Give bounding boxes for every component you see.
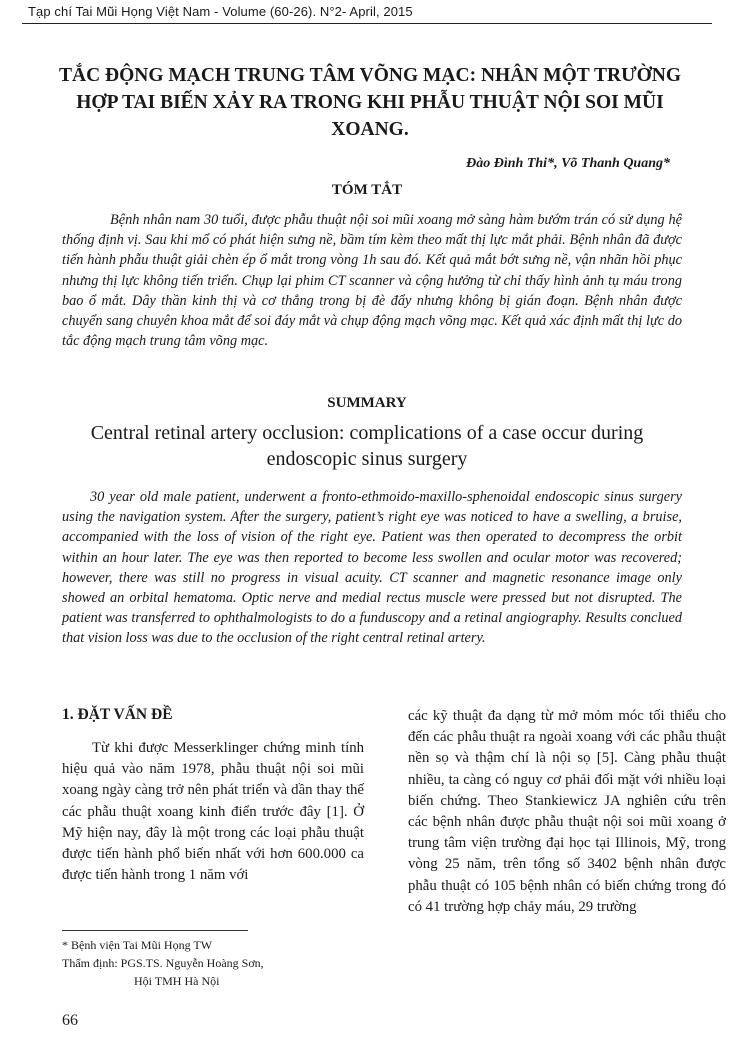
running-head: Tạp chí Tai Mũi Họng Việt Nam - Volume (60-26). N°2- April, 2015: [28, 4, 413, 19]
summary-heading: SUMMARY: [327, 395, 407, 411]
abstract-vi-heading: TÓM TẮT: [331, 182, 403, 198]
authors: Đào Đình Thi*, Võ Thanh Quang*: [466, 156, 670, 171]
intro-paragraph-right: các kỹ thuật đa dạng từ mở mỏm móc tối thiểu cho đến các phẫu thuật ra ngoài xoang với các phẫu thuật nền sọ và thậm chí là nội sọ [5]. Càng phẫu thuật nhiều, ta càng có nguy cơ phải đối mặt với nhiều loại biến chứng. Theo Stankiewicz JA nghiên cứu trên các bệnh nhân được phẫu thuật nội soi mũi xoang ở trung tâm viện trường đại học tại Illinois, Mỹ, trong vòng 25 năm, trên tổng số 3402 bệnh nhân được phẫu thuật có 105 bệnh nhân có biến chứng trong đó có 41 trường hợp chảy máu, 29 trường: [408, 708, 726, 915]
abstract-en-text: 30 year old male patient, underwent a fronto-ethmoido-maxillo-sphenoidal endoscopic sinus surgery using the navigation system. After the surgery, patient’s right eye was noticed to have a swelling, a bruise, accompanied with the loss of vision of the right eye. Patient was then operated to decompress the orbit within an hour later. The eye was then reported to become less swollen and ocular motor was recovered; however, there was still no progress in visual acuity. CT scanner and magnetic resonance image only showed an orbital hematoma. Optic nerve and medial rectus muscle were pressed but not disrupted. The patient was transferred to ophthalmologists to do a funduscopy and a retinal angiography. Results conclued that vision loss was due to the occlusion of the right central retinal artery.: [62, 489, 682, 647]
footnotes: [62, 936, 352, 990]
page-number: 66: [62, 1012, 78, 1029]
right-column: [408, 706, 726, 918]
footnote-rule: [62, 930, 248, 931]
footnote-reviewer: Thẩm định: PGS.TS. Nguyễn Hoàng Sơn,: [62, 956, 264, 970]
footnote-affiliation: * Bệnh viện Tai Mũi Họng TW: [62, 938, 213, 952]
section-heading: 1. ĐẶT VẤN ĐỀ: [62, 706, 173, 723]
intro-paragraph-left: Từ khi được Messerklinger chứng minh tính hiệu quả vào năm 1978, phẫu thuật nội soi mũi xoang ngày càng trở nên phát triển và dần thay thế các phẫu thuật xoang kinh điển trước đây [1]. Ở Mỹ hiện nay, đây là một trong các loại phẫu thuật được tiến hành phổ biến nhất với hơn 600.000 ca được tiến hành trong 1 năm với: [62, 740, 364, 884]
article-title: TẮC ĐỘNG MẠCH TRUNG TÂM VÕNG MẠC: NHÂN MỘT TRƯỜNG HỢP TAI BIẾN XẢY RA TRONG KHI PHẪU THUẬT NỘI SOI MŨI XOANG.: [58, 65, 682, 140]
footnote-organization: Hội TMH Hà Nội: [134, 974, 220, 988]
left-column: [62, 706, 364, 886]
header-rule: [22, 23, 712, 24]
abstract-vi-text: Bệnh nhân nam 30 tuổi, được phẫu thuật nội soi mũi xoang mở sàng hàm bướm trán có sử dụng hệ thống định vị. Sau khi mổ có phát hiện sưng nề, bầm tím kèm theo mất thị lực mắt phải. Bệnh nhân đã được tiến hành phẫu thuật giải chèn ép ổ mắt trong vòng 1h sau đó. Kết quả mắt bớt sưng nề, vận nhãn hồi phục nhưng thị lực không tiến triển. Chụp lại phim CT scanner và cộng hưởng từ chỉ thấy hình ảnh tụ máu trong bao ổ mắt. Dây thần kinh thị và cơ thẳng trong bị đè đẩy nhưng không bị gián đoạn. Bệnh nhân được chuyển sang chuyên khoa mắt để soi đáy mắt và chụp động mạch võng mạc. Kết quả xác định mất thị lực do tắc động mạch trung tâm võng mạc.: [62, 212, 682, 350]
english-title: Central retinal artery occlusion: complications of a case occur during endoscopic sinus surgery: [90, 422, 644, 470]
